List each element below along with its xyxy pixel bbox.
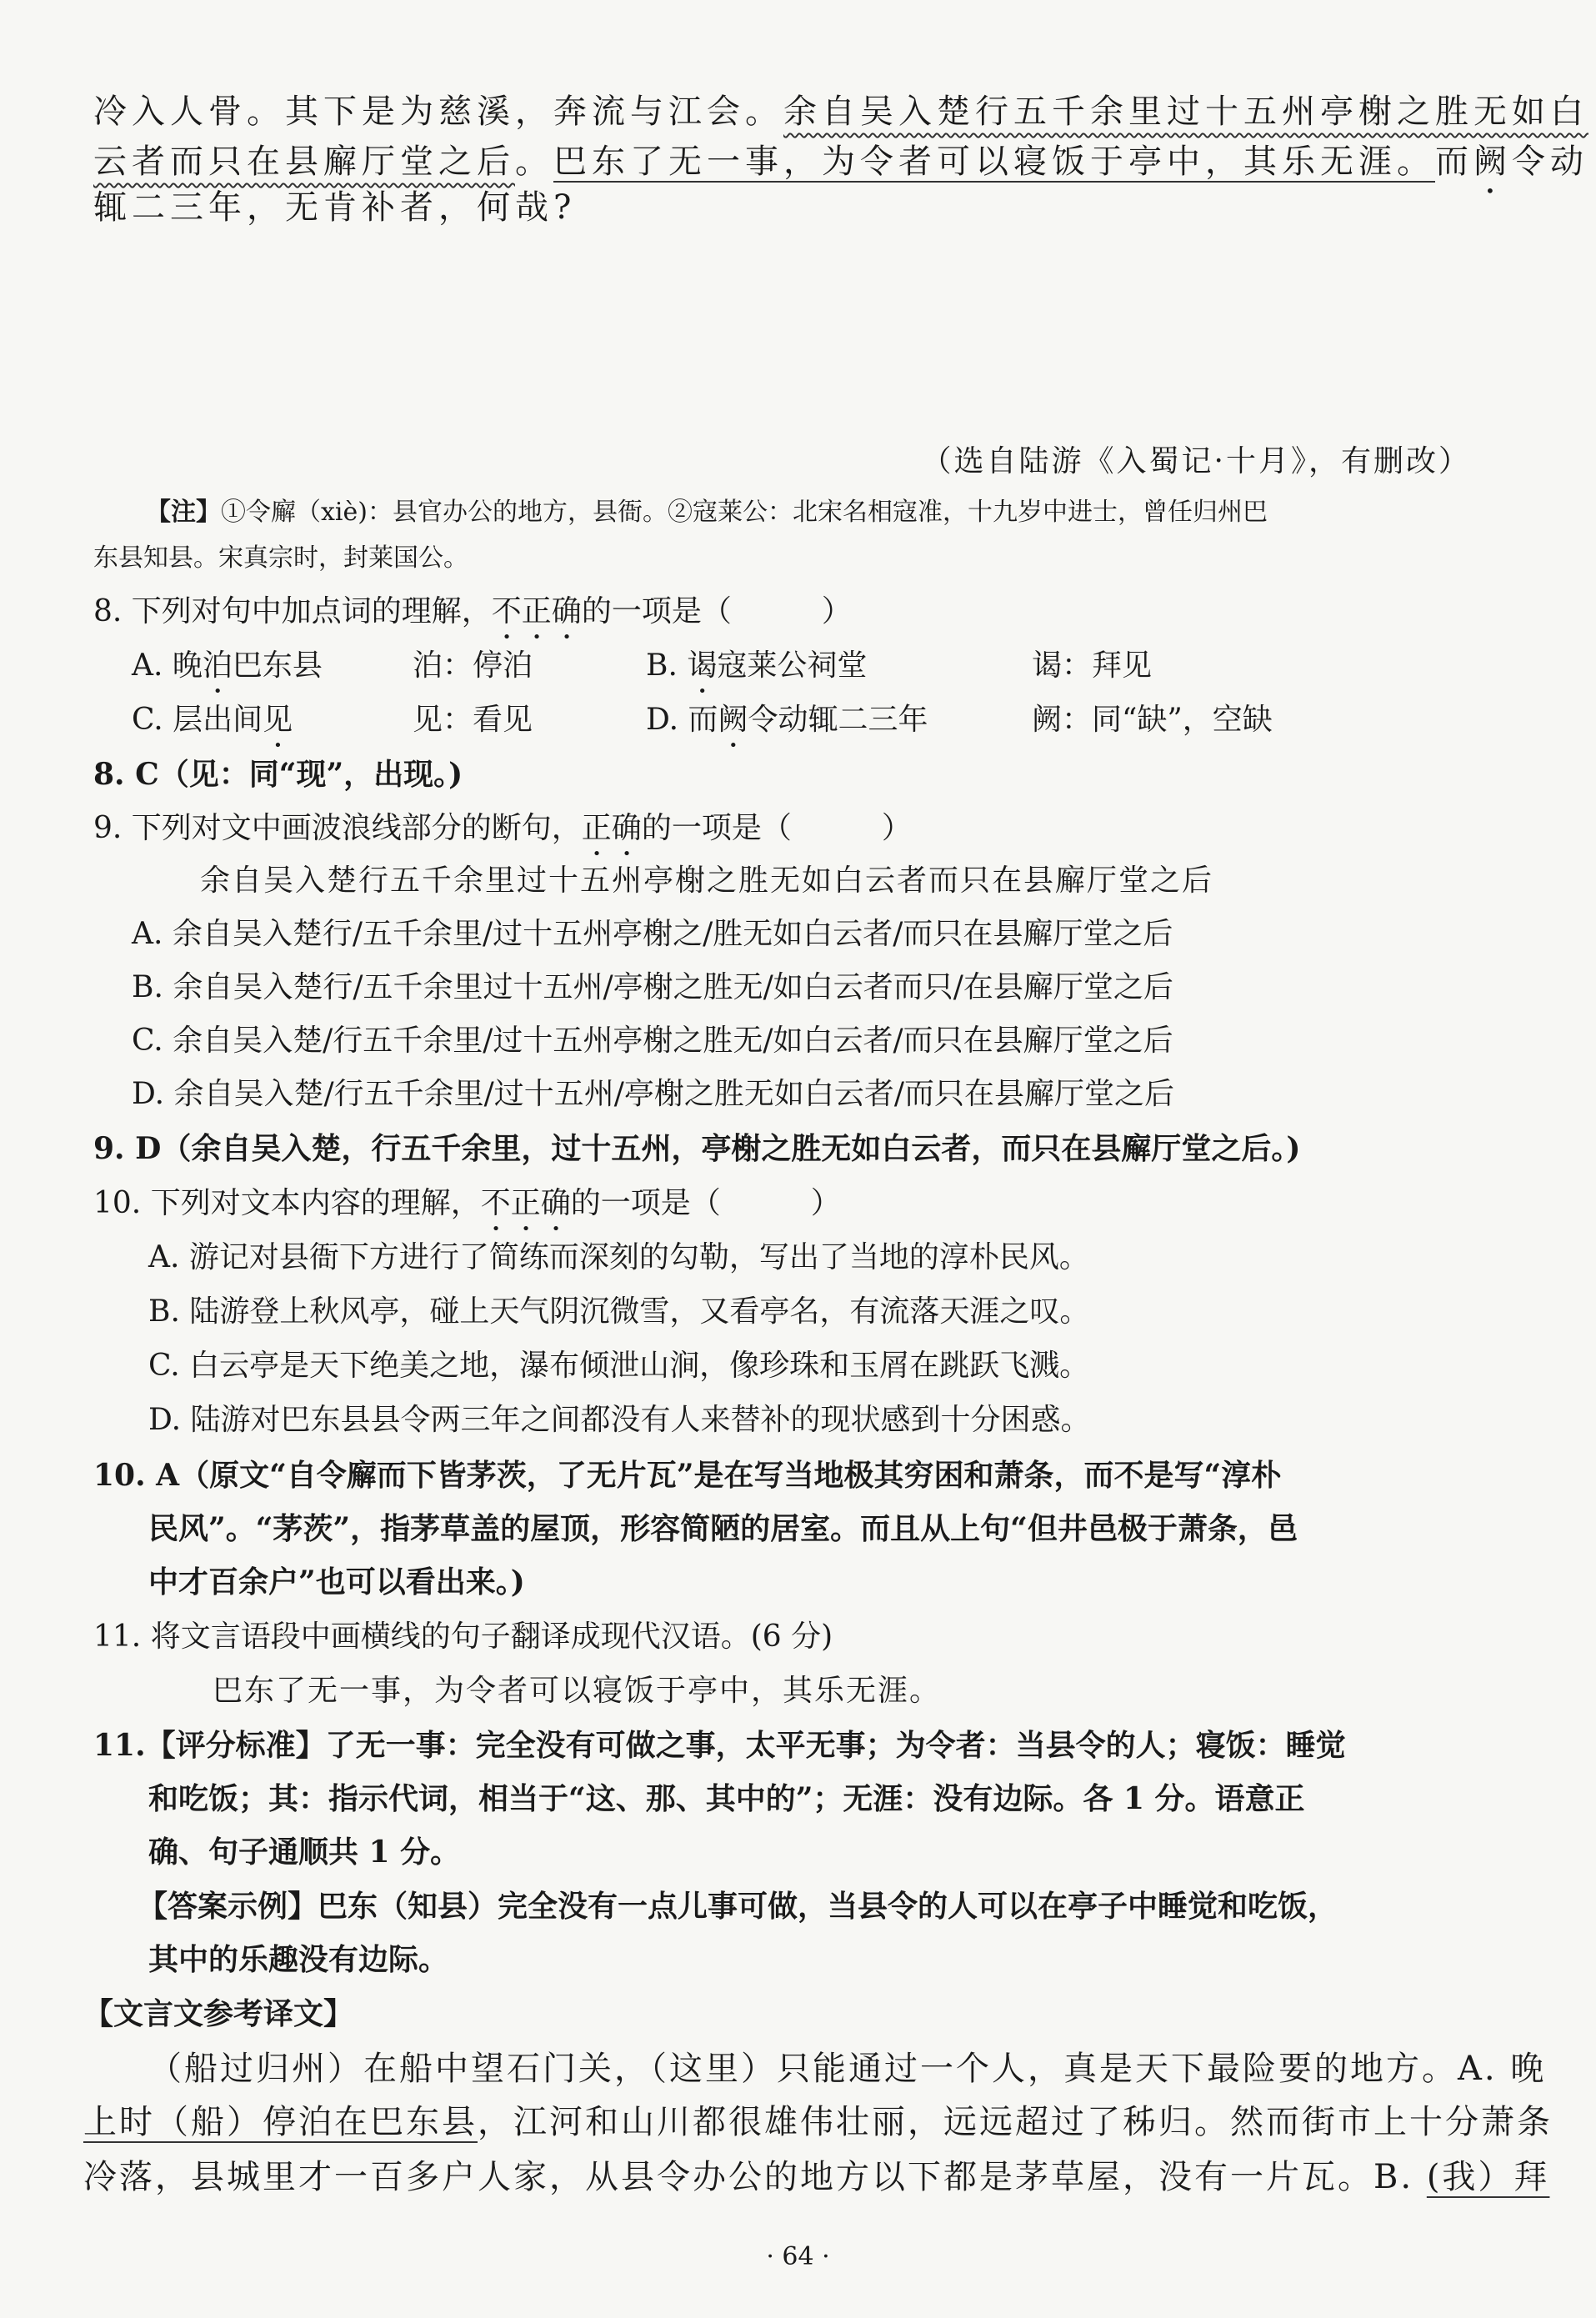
wavy-underlined-text: 余自吴入楚行五千余里过十五州亭榭之胜无如白 [783, 93, 1588, 131]
q10-answer-line-1: 10. A（原文“自令廨而下皆茅茨，了无片瓦”是在写当地极其穷困和萧条，而不是写“淳朴 [93, 1458, 1282, 1493]
passage-text: 辄二三年，无肯补者，何哉? [93, 188, 577, 227]
translation-line-1: （船过归州）在船中望石门关，（这里）只能通过一个人，真是天下最险要的地方。A. 晚 [148, 2050, 1547, 2088]
stem-text: 10. 下列对文本内容的理解， [93, 1186, 481, 1220]
q9-option-a: A. 余自吴入楚行/五千余里/过十五州亭榭之/胜无如白云者/而只在县廨厅堂之后 [132, 917, 1173, 951]
q8-stem [93, 592, 1596, 646]
stem-text: 8. 下列对句中加点词的理解， [93, 594, 492, 628]
source-citation: （选自陆游《入蜀记·十月》，有删改） [921, 444, 1471, 478]
passage-text: 。 [515, 143, 553, 181]
passage-text: 而 [1435, 143, 1473, 181]
passage-line-3 [93, 188, 1596, 228]
dotted-word: 见 [263, 703, 293, 737]
q10-answer-line-3: 中才百余户”也可以看出来。) [148, 1565, 525, 1600]
q9-stem [93, 809, 1596, 863]
q9-answer: 9. D（余自吴入楚，行五千余里，过十五州，亭榭之胜无如白云者，而只在县廨厅堂之后。) [93, 1131, 1301, 1166]
stem-text: 的一项是（ ） [641, 811, 912, 845]
note-label: 【注】 [146, 498, 221, 527]
translation-text: ，江河和山川都很雄伟壮丽，远远超过了秭归。然而街市上十分萧条 [478, 2103, 1553, 2141]
q8-option-b [646, 646, 867, 700]
option-text: B. [646, 648, 688, 683]
q11-example-line-2: 其中的乐趣没有边际。 [148, 1942, 449, 1977]
q10-option-d: D. 陆游对巴东县县令两三年之间都没有人来替补的现状感到十分困惑。 [148, 1403, 1091, 1437]
option-text: D. 而 [646, 703, 718, 737]
option-text: A. 晚 [132, 648, 203, 683]
translation-text: 冷落，县城里才一百多户人家，从县令办公的地方以下都是茅草屋，没有一片瓦。B. [83, 2158, 1427, 2196]
option-text: 寇莱公祠堂 [717, 648, 868, 683]
q11-example-line-1: 【答案示例】巴东（知县）完全没有一点儿事可做，当县令的人可以在亭子中睡觉和吃饭， [138, 1889, 1338, 1924]
q8-option-c-gloss: 见：看见 [413, 703, 533, 737]
q10-option-a: A. 游记对县衙下方进行了简练而深刻的勾勒，写出了当地的淳朴民风。 [148, 1240, 1089, 1274]
option-text: C. 层出间 [132, 703, 263, 737]
underlined-text: 上时（船）停泊在巴东县 [83, 2103, 478, 2141]
q8-answer: 8. C（见：同“现”，出现。) [93, 757, 463, 792]
q11-sentence: 巴东了无一事，为令者可以寝饭于亭中，其乐无涯。 [213, 1674, 942, 1708]
dotted-emphasis: 不正确 [480, 1186, 571, 1220]
translation-line-3 [83, 2157, 1596, 2197]
dotted-word: 泊 [202, 648, 233, 683]
underlined-sentence: 巴东了无一事，为令者可以寝饭于亭中，其乐无涯。 [553, 143, 1435, 181]
dotted-emphasis: 正确 [581, 811, 642, 845]
q11-answer-line-2: 和吃饭；其：指示代词，相当于“这、那、其中的”；无涯：没有边际。各 1 分。语意正 [148, 1781, 1305, 1816]
q10-stem [93, 1184, 1596, 1238]
q8-option-b-gloss: 谒：拜见 [1032, 648, 1153, 683]
translation-heading: 【文言文参考译文】 [83, 1996, 354, 2031]
q9-sentence: 余自吴入楚行五千余里过十五州亭榭之胜无如白云者而只在县廨厅堂之后 [200, 864, 1214, 898]
dotted-word: 阙 [718, 703, 748, 737]
page-number: · 64 · [766, 2242, 830, 2271]
q10-option-b: B. 陆游登上秋风亭，碰上天气阴沉微雪，又看亭名，有流落天涯之叹。 [148, 1294, 1090, 1329]
q10-option-c: C. 白云亭是天下绝美之地，瀑布倾泄山涧，像珍珠和玉屑在跳跃飞溅。 [148, 1349, 1090, 1383]
q11-stem: 11. 将文言语段中画横线的句子翻译成现代汉语。(6 分) [93, 1620, 833, 1654]
q8-option-d [646, 700, 928, 754]
q9-option-d: D. 余自吴入楚/行五千余里/过十五州/亭榭之胜无如白云者/而只在县廨厅堂之后 [132, 1077, 1174, 1111]
q10-answer-line-2: 民风”。“茅茨”，指茅草盖的屋顶，形容简陋的居室。而且从上句“但井邑极于萧条，邑 [148, 1511, 1298, 1546]
q9-option-b: B. 余自吴入楚行/五千余里过十五州/亭榭之胜无/如白云者而只/在县廨厅堂之后 [132, 970, 1173, 1004]
passage-line-1 [93, 92, 1596, 132]
stem-text: 的一项是（ ） [570, 1186, 841, 1220]
passage-text: 令动 [1512, 143, 1588, 181]
dotted-emphasis: 不正确 [491, 594, 582, 628]
q8-option-d-gloss: 阙：同“缺”，空缺 [1032, 703, 1273, 737]
q8-option-c [132, 700, 293, 754]
dotted-word: 谒 [687, 648, 718, 683]
wavy-underlined-text: 云者而只在县廨厅堂之后 [93, 143, 515, 181]
underlined-text: (我）拜 [1426, 2158, 1550, 2196]
note-line-2: 东县知县。宋真宗时，封莱国公。 [93, 543, 468, 573]
translation-line-2 [83, 2102, 1596, 2142]
option-text: 令动辄二三年 [748, 703, 928, 737]
q9-option-c: C. 余自吴入楚/行五千余里/过十五州亭榭之胜无/如白云者/而只在县廨厅堂之后 [132, 1024, 1173, 1058]
option-text: 巴东县 [232, 648, 323, 683]
note-line-1 [146, 496, 1596, 529]
passage-text: 冷入人骨。其下是为慈溪，奔流与江会。 [93, 93, 783, 131]
q11-answer-line-1: 11.【评分标准】了无一事：完全没有可做之事，太平无事；为令者：当县令的人；寝饭：睡觉 [93, 1728, 1346, 1763]
q8-option-a-gloss: 泊：停泊 [413, 648, 533, 683]
note-text: ①令廨（xiè)：县官办公的地方，县衙。②寇莱公：北宋名相寇准，十九岁中进士，曾任归州巴 [221, 498, 1268, 527]
q8-option-a [132, 646, 323, 700]
stem-text: 的一项是（ ） [581, 594, 852, 628]
dotted-word: 阙 [1473, 143, 1512, 181]
q11-answer-line-3: 确、句子通顺共 1 分。 [148, 1835, 461, 1870]
stem-text: 9. 下列对文中画波浪线部分的断句， [93, 811, 582, 845]
